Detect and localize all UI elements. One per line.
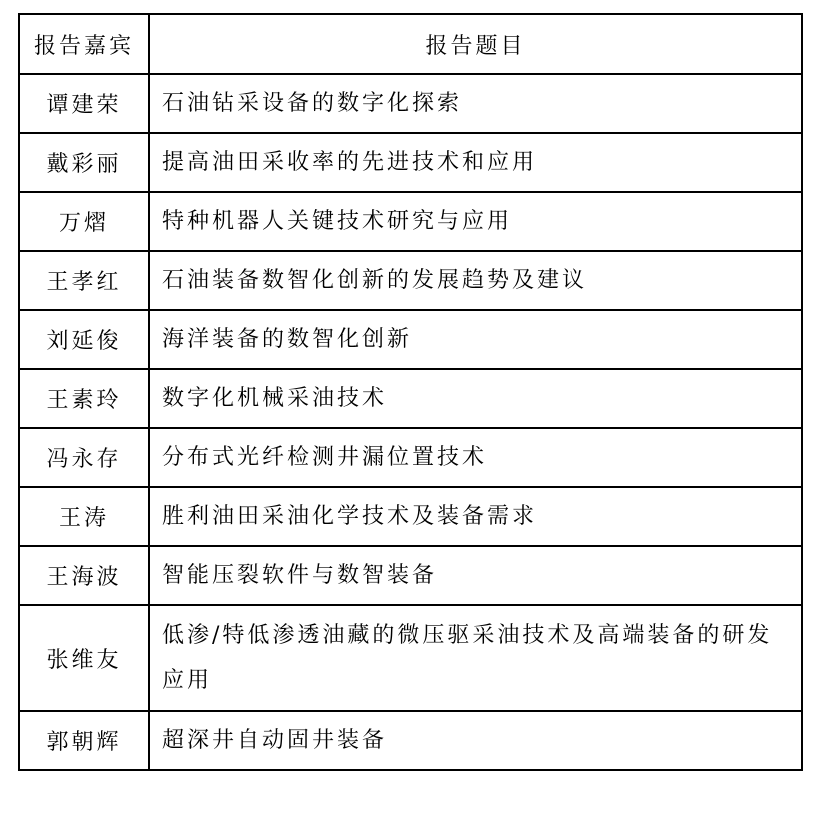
title-cell: 海洋装备的数智化创新 [149, 310, 802, 369]
table-row [19, 711, 802, 770]
title-cell: 石油装备数智化创新的发展趋势及建议 [149, 251, 802, 310]
speaker-cell: 王涛 [19, 487, 149, 546]
speaker-cell: 张维友 [19, 605, 149, 711]
table-row [19, 74, 802, 133]
speaker-cell: 郭朝辉 [19, 711, 149, 770]
title-cell: 提高油田采收率的先进技术和应用 [149, 133, 802, 192]
title-cell: 石油钻采设备的数字化探索 [149, 74, 802, 133]
title-cell: 低渗/特低渗透油藏的微压驱采油技术及高端装备的研发应用 [149, 605, 802, 711]
table-row [19, 546, 802, 605]
table-row [19, 310, 802, 369]
title-cell: 数字化机械采油技术 [149, 369, 802, 428]
speaker-cell: 王孝红 [19, 251, 149, 310]
speaker-cell: 王素玲 [19, 369, 149, 428]
table-row [19, 428, 802, 487]
table-header-row [19, 14, 802, 74]
speaker-cell: 冯永存 [19, 428, 149, 487]
header-title: 报告题目 [149, 14, 802, 74]
title-cell: 分布式光纤检测井漏位置技术 [149, 428, 802, 487]
speaker-cell: 戴彩丽 [19, 133, 149, 192]
speaker-cell: 万熠 [19, 192, 149, 251]
table-row [19, 192, 802, 251]
table-row [19, 369, 802, 428]
table-row [19, 605, 802, 711]
table-row [19, 487, 802, 546]
title-cell: 超深井自动固井装备 [149, 711, 802, 770]
title-cell: 胜利油田采油化学技术及装备需求 [149, 487, 802, 546]
header-speaker: 报告嘉宾 [19, 14, 149, 74]
title-cell: 智能压裂软件与数智装备 [149, 546, 802, 605]
speaker-cell: 刘延俊 [19, 310, 149, 369]
speaker-cell: 王海波 [19, 546, 149, 605]
table-row [19, 251, 802, 310]
report-table [18, 13, 803, 771]
title-cell: 特种机器人关键技术研究与应用 [149, 192, 802, 251]
table-row [19, 133, 802, 192]
speaker-cell: 谭建荣 [19, 74, 149, 133]
